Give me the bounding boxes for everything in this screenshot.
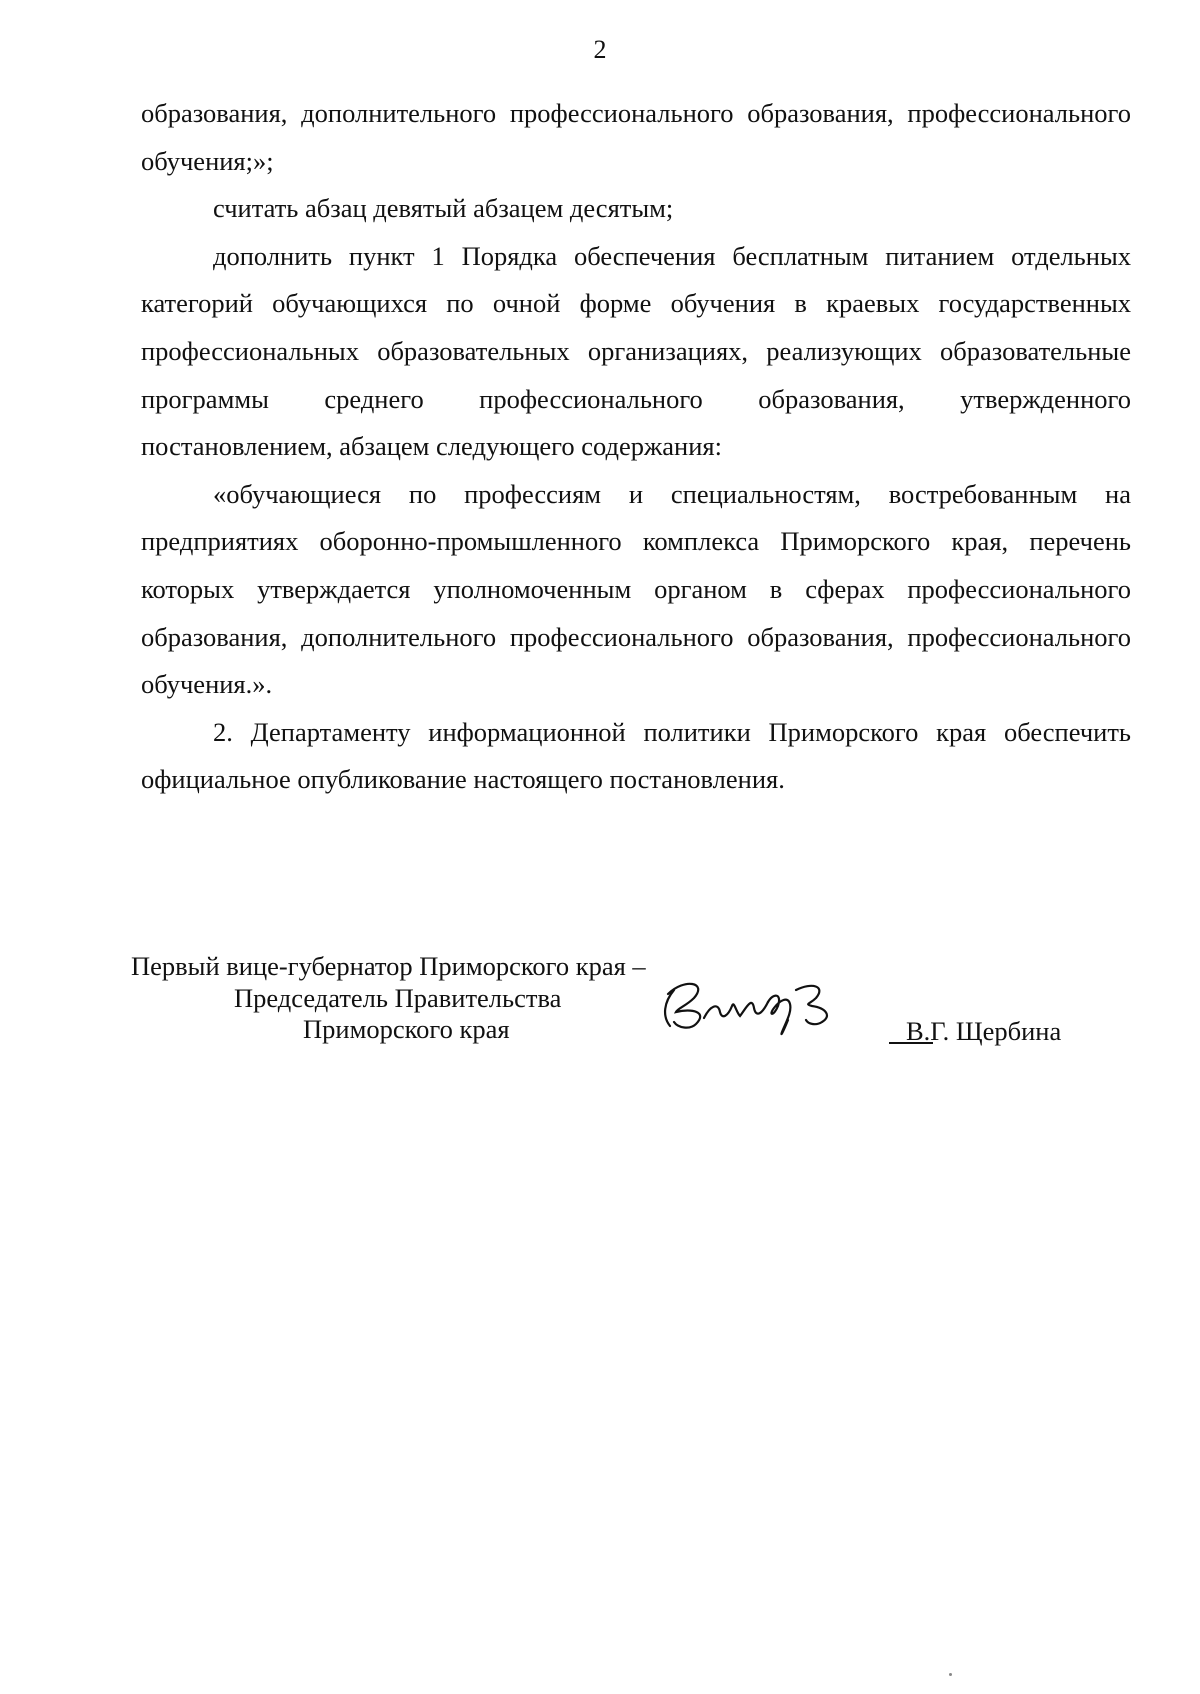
signatory-title-line-1: Первый вице-губернатор Приморского края –: [131, 951, 646, 981]
signatory-title-line-2: Председатель Правительства: [234, 983, 562, 1013]
paragraph-5: 2. Департаменту информационной политики Приморского края обеспечить официальное опубликование настоящего постановления.: [141, 716, 1131, 795]
paragraph-3: дополнить пункт 1 Порядка обеспечения бесплатным питанием отдельных категорий обучающихся по очной форме обучения в краевых государственных профессиональных образовательных организациях, реализующих образовательные программы среднего профессионального образования, утвержденного постановлением, абзацем следующего содержания:: [141, 240, 1131, 462]
paragraph-2: считать абзац девятый абзацем десятым;: [213, 193, 674, 224]
signatory-title-line-3: Приморского края: [303, 1014, 510, 1044]
page-number: 2: [593, 35, 607, 64]
paragraph-4: «обучающиеся по профессиям и специальностям, востребованным на предприятиях оборонно-промышленного комплекса Приморского края, перечень которых утверждается уполномоченным органом в сферах профессионального образования, дополнительного профессионального образования, профессионального обучения.».: [141, 478, 1131, 700]
signer-name: В.Г. Щербина: [906, 1016, 1062, 1046]
handwritten-signature: [656, 972, 846, 1042]
scan-speck: [949, 1673, 952, 1676]
document-body: [141, 90, 1131, 804]
signature-block: [131, 950, 1131, 1070]
paragraph-1: образования, дополнительного профессионального образования, профессионального обучения;»;: [141, 98, 1131, 176]
